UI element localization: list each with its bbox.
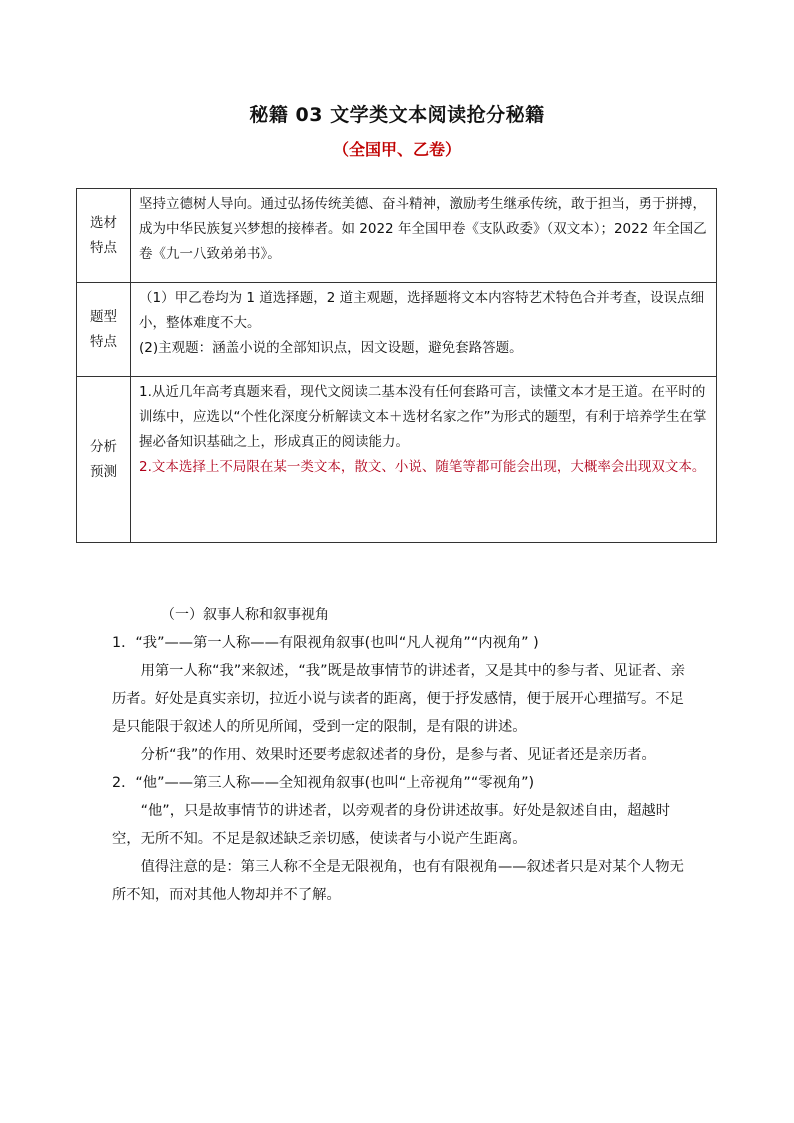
table-row	[77, 189, 717, 283]
item-title: 1．“我”——第一人称——有限视角叙事(也叫“凡人视角”“内视角” )	[112, 635, 539, 651]
section-heading: （一）叙事人称和叙事视角	[161, 607, 329, 623]
table-row	[77, 283, 717, 377]
content-paragraph: (2)主观题：涵盖小说的全部知识点，因文设题，避免套路答题。	[139, 340, 523, 356]
page-subtitle: （全国甲、乙卷）	[332, 140, 461, 159]
content-paragraph: （1）甲乙卷均为 1 道选择题，2 道主观题，选择题将文本内容特艺术特色合并考查，设误点细小，整体难度不大。	[139, 290, 705, 331]
label-line: 特点	[90, 239, 117, 256]
page-title: 秘籍 03 文学类文本阅读抢分秘籍	[249, 104, 545, 126]
label-line: 特点	[90, 333, 117, 350]
label-line: 预测	[90, 463, 117, 480]
content-paragraph: 1.从近几年高考真题来看，现代文阅读二基本没有任何套路可言，读懂文本才是王道。在平时的训练中，应选以“个性化深度分析解读文本＋选材名家之作”为形式的题型，有利于培养学生在掌握必备知识基础之上，形成真正的阅读能力。	[139, 384, 707, 450]
body-paragraph: 用第一人称“我”来叙述，“我”既是故事情节的讲述者，又是其中的参与者、见证者、亲历者。好处是真实亲切，拉近小说与读者的距离，便于抒发感情，便于展开心理描写。不足是只能限于叙述人的所见所闻，受到一定的限制，是有限的讲述。	[112, 663, 685, 735]
row-label-analysis	[77, 377, 131, 543]
section-body	[112, 629, 687, 909]
label-line: 分析	[90, 438, 117, 455]
body-paragraph: 分析“我”的作用、效果时还要考虑叙述者的身份，是参与者、见证者还是亲历者。	[140, 747, 656, 763]
highlight-paragraph: 2.文本选择上不局限在某一类文本，散文、小说、随笔等都可能会出现，大概率会出现双文本。	[139, 459, 706, 475]
label-line: 题型	[90, 308, 117, 325]
label-line: 选材	[90, 214, 117, 231]
body-paragraph: 值得注意的是：第三人称不全是无限视角，也有有限视角——叙述者只是对某个人物无所不知，而对其他人物却并不了解。	[112, 859, 684, 903]
body-paragraph: “他”，只是故事情节的讲述者，以旁观者的身份讲述故事。好处是叙述自由，超越时空，无所不知。不足是叙述缺乏亲切感，使读者与小说产生距离。	[112, 803, 671, 847]
row-content-analysis	[131, 377, 717, 543]
row-label-material	[77, 189, 131, 283]
row-label-question-type	[77, 283, 131, 377]
row-content-question-type	[131, 283, 717, 377]
content-paragraph: 坚持立德树人导向。通过弘扬传统美德、奋斗精神，激励考生继承传统，敢于担当，勇于拼搏，成为中华民族复兴梦想的接棒者。如 2022 年全国甲卷《支队政委》（双文本）；2022 年全国乙卷《九一八致弟弟书》。	[139, 196, 707, 262]
row-content-material	[131, 189, 717, 283]
table-row	[77, 377, 717, 543]
item-title: 2．“他”——第三人称——全知视角叙事(也叫“上帝视角”“零视角”)	[112, 775, 535, 791]
info-table	[76, 188, 717, 543]
